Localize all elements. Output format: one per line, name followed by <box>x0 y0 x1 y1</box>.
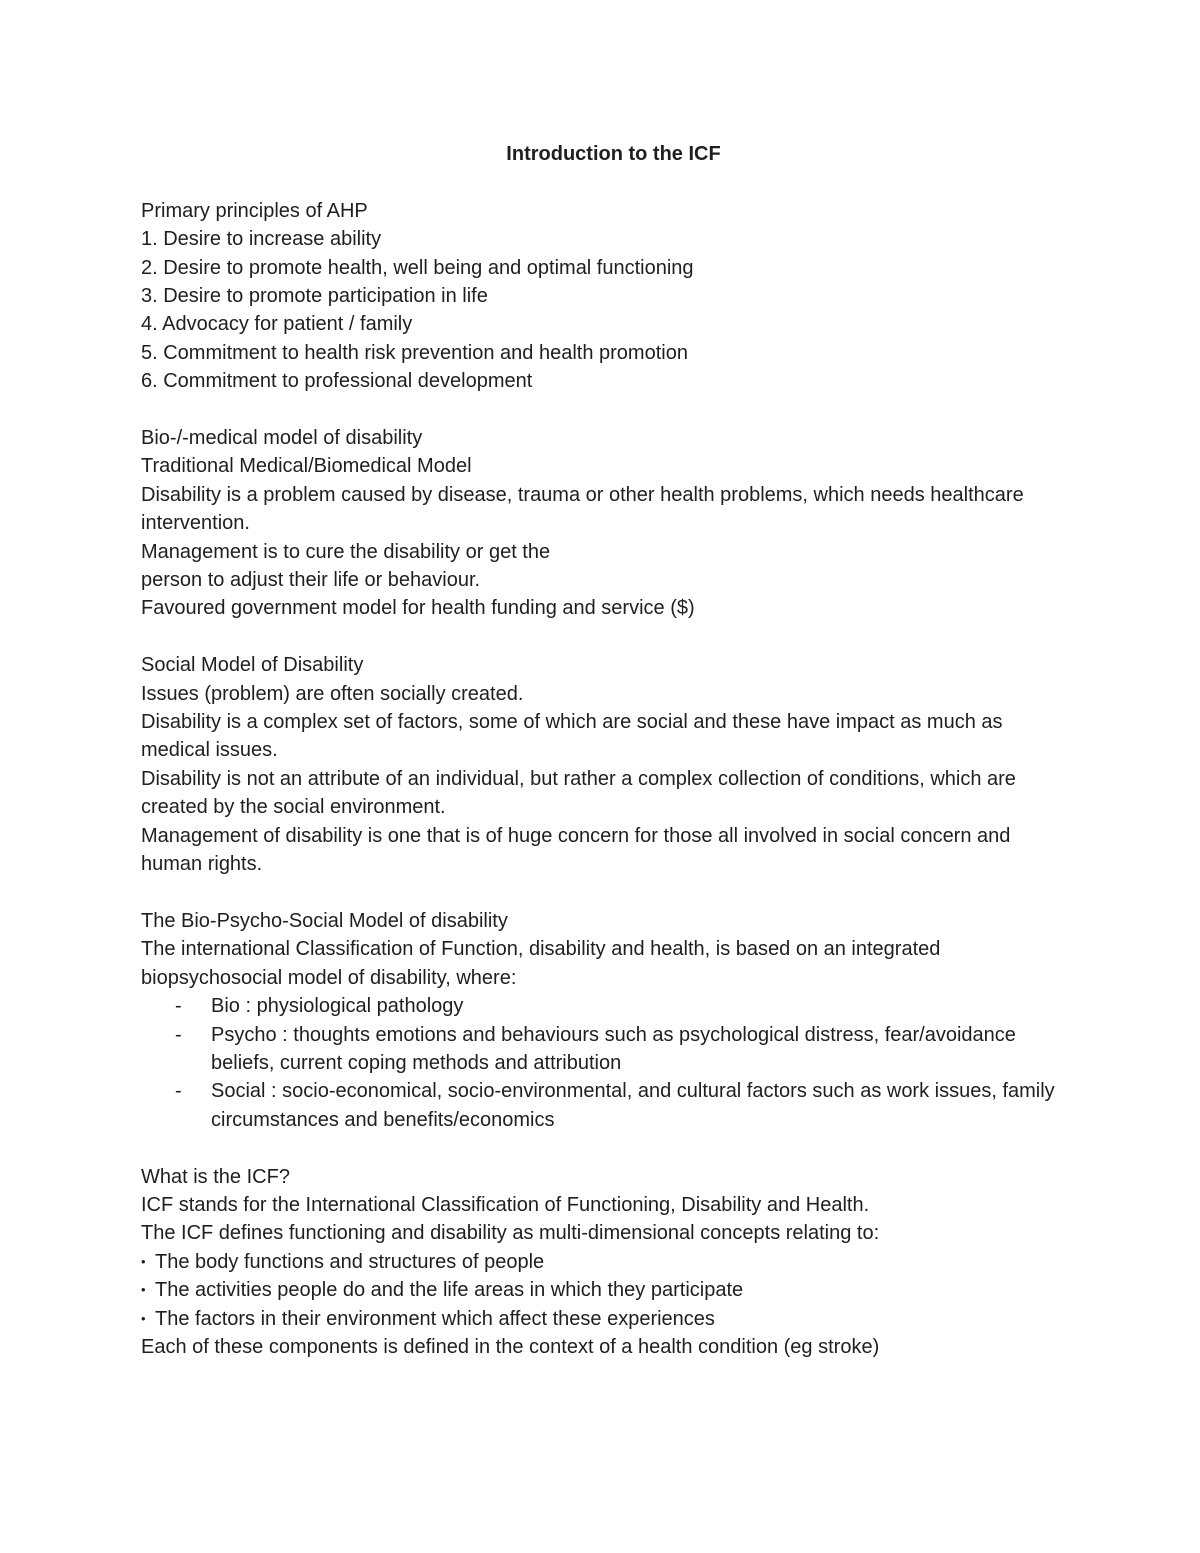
section-heading: Bio-/-medical model of disability <box>141 427 423 450</box>
spacer <box>141 879 1061 907</box>
section-biomedical-model <box>141 424 1061 623</box>
list-item-text: The factors in their environment which affect these experiences <box>155 1307 715 1330</box>
list-item <box>141 1248 1061 1276</box>
list-item: 6. Commitment to professional development <box>141 370 533 393</box>
dash-marker: - <box>175 1080 182 1103</box>
list-item-text: The activities people do and the life areas in which they participate <box>155 1279 744 1302</box>
list-item <box>141 1077 1061 1134</box>
list-item-text: Social : socio-economical, socio-environmental, and cultural factors such as work issues, family circumstances and benefits/economics <box>211 1080 1055 1131</box>
paragraph: Disability is a complex set of factors, some of which are social and these have impact as much as medical issues. <box>141 711 1003 762</box>
list-item-text: Bio : physiological pathology <box>211 995 464 1018</box>
paragraph: Each of these components is defined in the context of a health condition (eg stroke) <box>141 1335 880 1358</box>
paragraph: ICF stands for the International Classification of Functioning, Disability and Health. <box>141 1193 870 1216</box>
dash-marker: - <box>175 995 182 1018</box>
section-heading: What is the ICF? <box>141 1165 290 1188</box>
section-ahp-principles <box>141 197 1061 396</box>
dash-list <box>141 992 1061 1134</box>
section-social-model <box>141 651 1061 878</box>
paragraph: Disability is not an attribute of an individual, but rather a complex collection of conditions, which are created by the social environment. <box>141 767 1016 819</box>
paragraph: The international Classification of Function, disability and health, is based on an integrated biopsychosocial model of disability, where: <box>141 938 941 989</box>
paragraph: person to adjust their life or behaviour. <box>141 569 481 592</box>
page-title: Introduction to the ICF <box>506 143 721 165</box>
dash-marker: - <box>175 1023 182 1046</box>
document-body <box>141 140 1061 1361</box>
bullet-icon: • <box>141 1253 146 1269</box>
bullet-icon: • <box>141 1310 146 1326</box>
paragraph: Management of disability is one that is of huge concern for those all involved in social concern and human rights. <box>141 824 1011 876</box>
section-heading: Social Model of Disability <box>141 654 364 677</box>
paragraph: Disability is a problem caused by disease, trauma or other health problems, which needs healthcare intervention. <box>141 483 1024 535</box>
paragraph: Management is to cure the disability or get the <box>141 540 551 563</box>
list-item: 1. Desire to increase ability <box>141 228 382 251</box>
list-item: 4. Advocacy for patient / family <box>141 313 413 336</box>
spacer <box>141 1134 1061 1162</box>
section-heading: Primary principles of AHP <box>141 199 368 222</box>
list-item <box>141 992 1061 1020</box>
paragraph: Favoured government model for health funding and service ($) <box>141 597 695 620</box>
spacer <box>141 623 1061 651</box>
list-item <box>141 1276 1061 1304</box>
list-item: 3. Desire to promote participation in life <box>141 285 488 308</box>
list-item-text: Psycho : thoughts emotions and behaviours such as psychological distress, fear/avoidance beliefs, current coping methods and attribution <box>211 1023 1016 1074</box>
section-what-is-icf <box>141 1163 1061 1362</box>
paragraph: Issues (problem) are often socially created. <box>141 682 524 705</box>
list-item <box>141 1305 1061 1333</box>
list-item: 2. Desire to promote health, well being and optimal functioning <box>141 256 694 279</box>
bullet-icon: • <box>141 1282 146 1298</box>
spacer <box>141 396 1061 424</box>
paragraph: The ICF defines functioning and disability as multi-dimensional concepts relating to: <box>141 1222 880 1245</box>
section-biopsychosocial-model <box>141 907 1061 1134</box>
list-item-text: The body functions and structures of people <box>155 1250 545 1273</box>
section-heading: The Bio-Psycho-Social Model of disability <box>141 909 508 932</box>
list-item <box>141 1021 1061 1078</box>
paragraph: Traditional Medical/Biomedical Model <box>141 455 472 478</box>
list-item: 5. Commitment to health risk prevention and health promotion <box>141 341 688 364</box>
